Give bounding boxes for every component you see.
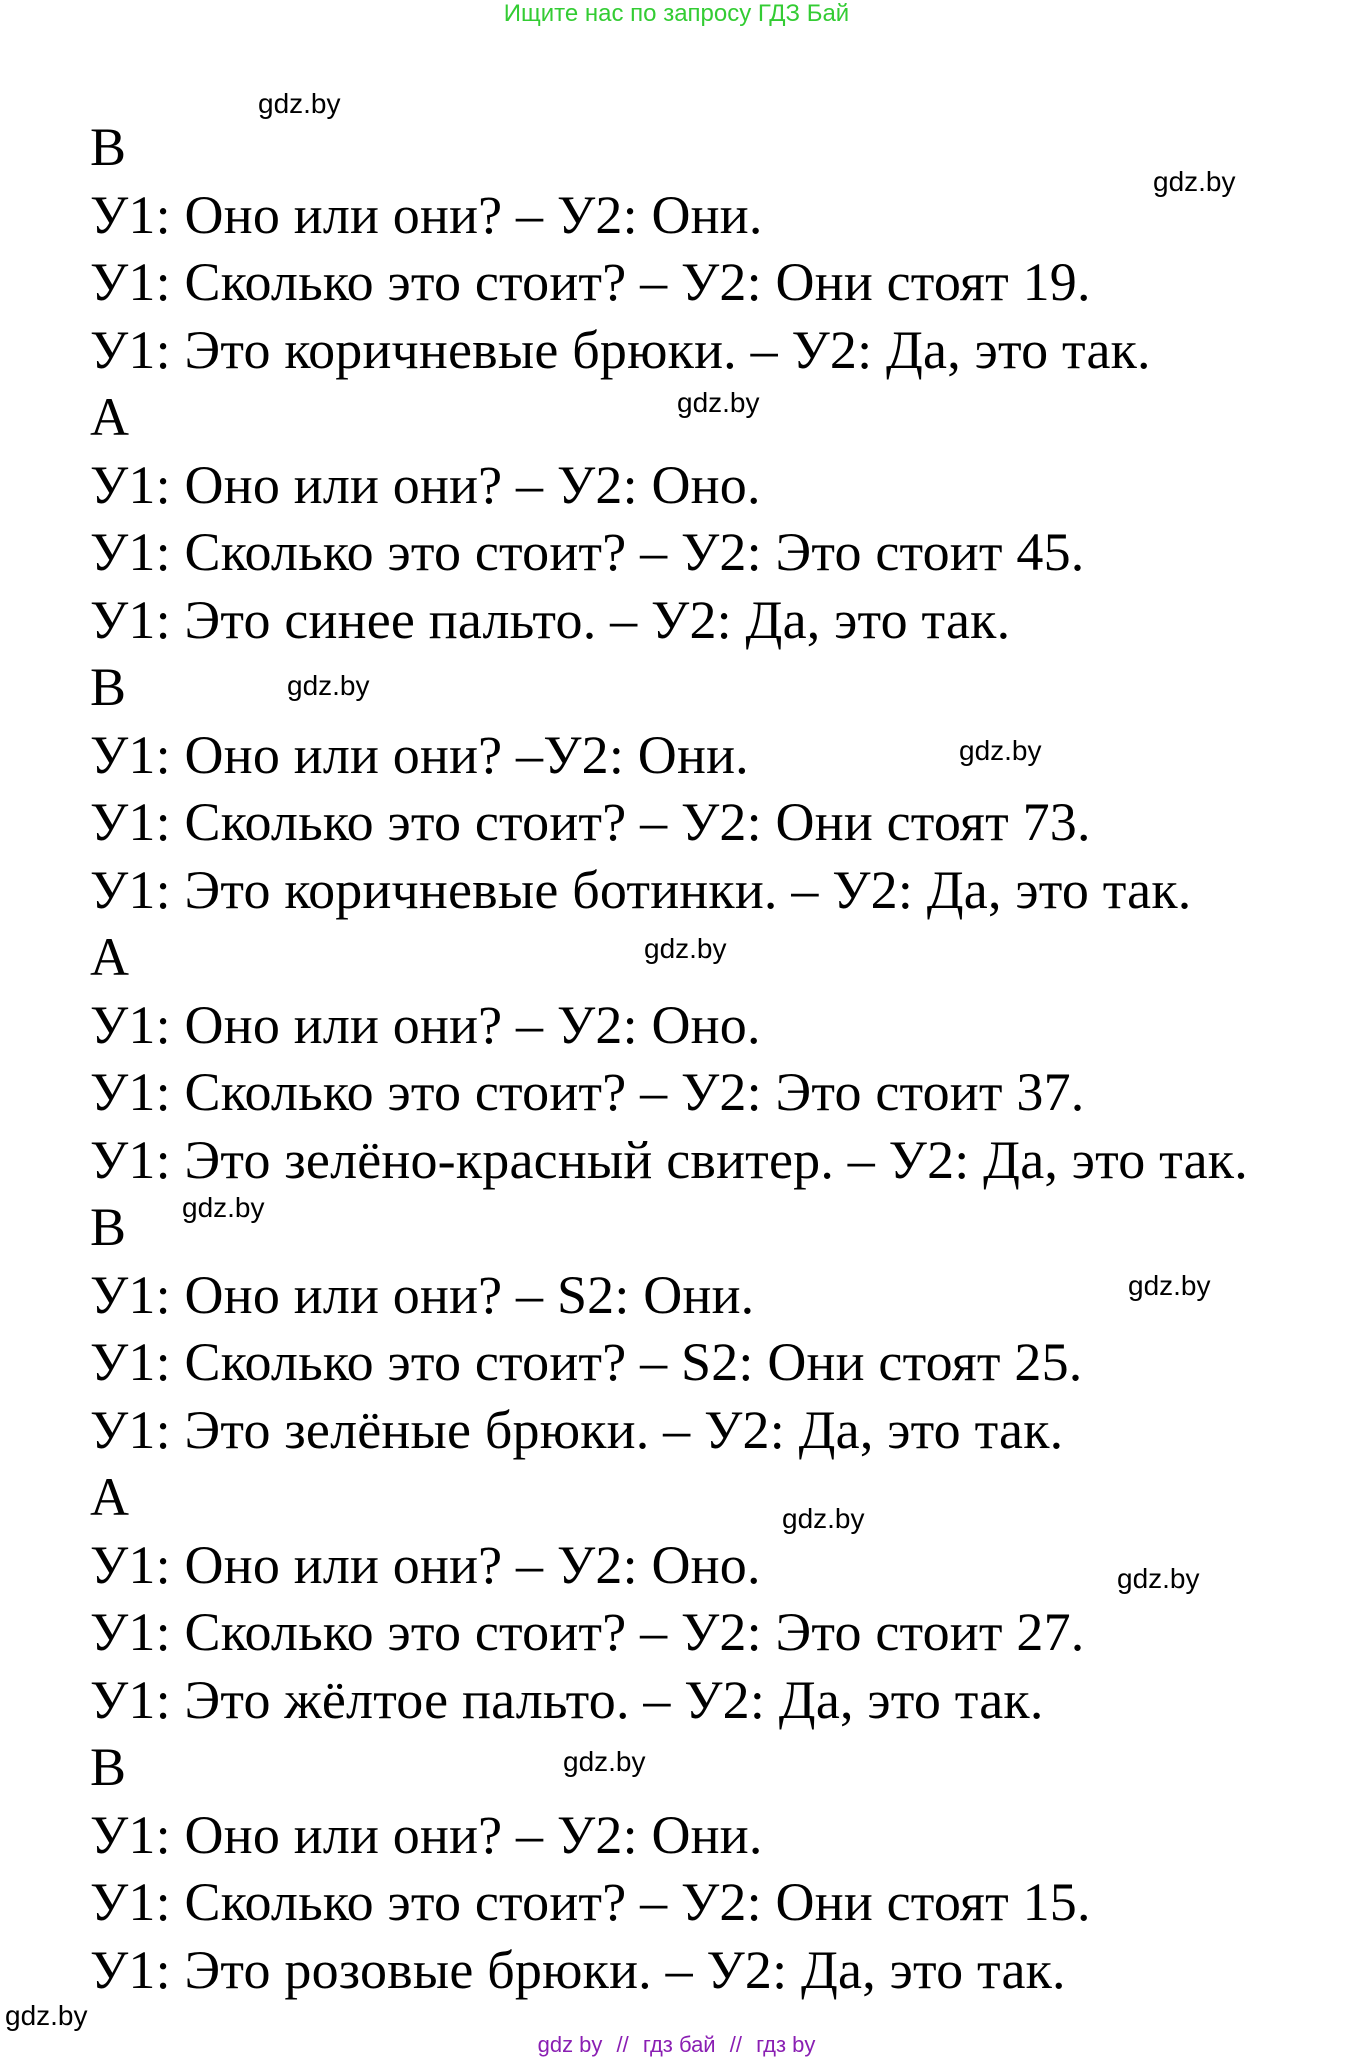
section-label: А xyxy=(90,1467,130,1527)
footer-link-gdz-bai[interactable]: гдз бай xyxy=(642,2032,716,2057)
watermark: gdz.by xyxy=(1153,166,1236,197)
watermark: gdz.by xyxy=(1128,1270,1211,1301)
dialogue-line: У1: Это розовые брюки. – У2: Да, это так. xyxy=(90,1939,1066,2000)
section-label: В xyxy=(90,1197,127,1257)
footer-links xyxy=(0,2032,1353,2058)
section-label: А xyxy=(90,927,130,987)
footer-separator: // xyxy=(729,2032,742,2057)
dialogue-line: У1: Сколько это стоит? – У2: Они стоят 19. xyxy=(90,252,1091,312)
section-label: А xyxy=(90,387,130,447)
dialogue-line: У1: Это коричневые брюки. – У2: Да, это так. xyxy=(90,319,1151,380)
watermark: gdz.by xyxy=(258,88,341,119)
watermark: gdz.by xyxy=(5,2000,88,2031)
dialogue-line: У1: Это жёлтое пальто. – У2: Да, это так. xyxy=(90,1669,1044,1730)
section-label: В xyxy=(90,117,127,177)
header-banner: Ищите нас по запросу ГДЗ Бай xyxy=(503,0,850,27)
watermark: gdz.by xyxy=(182,1192,265,1223)
watermark: gdz.by xyxy=(782,1503,865,1534)
dialogue-line: У1: Это синее пальто. – У2: Да, это так. xyxy=(90,589,1011,650)
section-label: В xyxy=(90,1737,127,1797)
watermark: gdz.by xyxy=(287,670,370,701)
dialogue-line: У1: Это зелёные брюки. – У2: Да, это так. xyxy=(90,1399,1064,1460)
watermark: gdz.by xyxy=(563,1746,646,1777)
watermark: gdz.by xyxy=(677,387,760,418)
footer-link-gdz-by[interactable]: gdz by xyxy=(537,2032,603,2057)
dialogue-line: У1: Это коричневые ботинки. – У2: Да, это так. xyxy=(90,859,1192,920)
section-label: В xyxy=(90,657,127,717)
dialogue-line: У1: Оно или они? –У2: Они. xyxy=(90,724,749,785)
watermark: gdz.by xyxy=(644,933,727,964)
dialogue-line: У1: Оно или они? – S2: Они. xyxy=(90,1264,755,1325)
dialogue-line: У1: Оно или они? – У2: Оно. xyxy=(90,994,761,1055)
dialogue-line: У1: Оно или они? – У2: Они. xyxy=(90,184,763,245)
dialogue-line: У1: Сколько это стоит? – У2: Это стоит 37. xyxy=(90,1062,1085,1122)
watermark: gdz.by xyxy=(959,735,1042,766)
footer-separator: // xyxy=(616,2032,629,2057)
dialogue-line: У1: Сколько это стоит? – У2: Это стоит 45. xyxy=(90,522,1085,582)
dialogue-line: У1: Сколько это стоит? – S2: Они стоят 25. xyxy=(90,1332,1083,1392)
footer-link-gdz-by-ru[interactable]: гдз by xyxy=(756,2032,816,2057)
dialogue-line: У1: Сколько это стоит? – У2: Они стоят 15. xyxy=(90,1872,1091,1932)
dialogue-line: У1: Оно или они? – У2: Они. xyxy=(90,1804,763,1865)
dialogue-line: У1: Это зелёно-красный свитер. – У2: Да, это так. xyxy=(90,1129,1248,1190)
dialogue-line: У1: Сколько это стоит? – У2: Они стоят 73. xyxy=(90,792,1091,852)
dialogue-line: У1: Оно или они? – У2: Оно. xyxy=(90,454,761,515)
dialogue-line: У1: Оно или они? – У2: Оно. xyxy=(90,1534,761,1595)
watermark: gdz.by xyxy=(1117,1563,1200,1594)
dialogue-line: У1: Сколько это стоит? – У2: Это стоит 27. xyxy=(90,1602,1085,1662)
